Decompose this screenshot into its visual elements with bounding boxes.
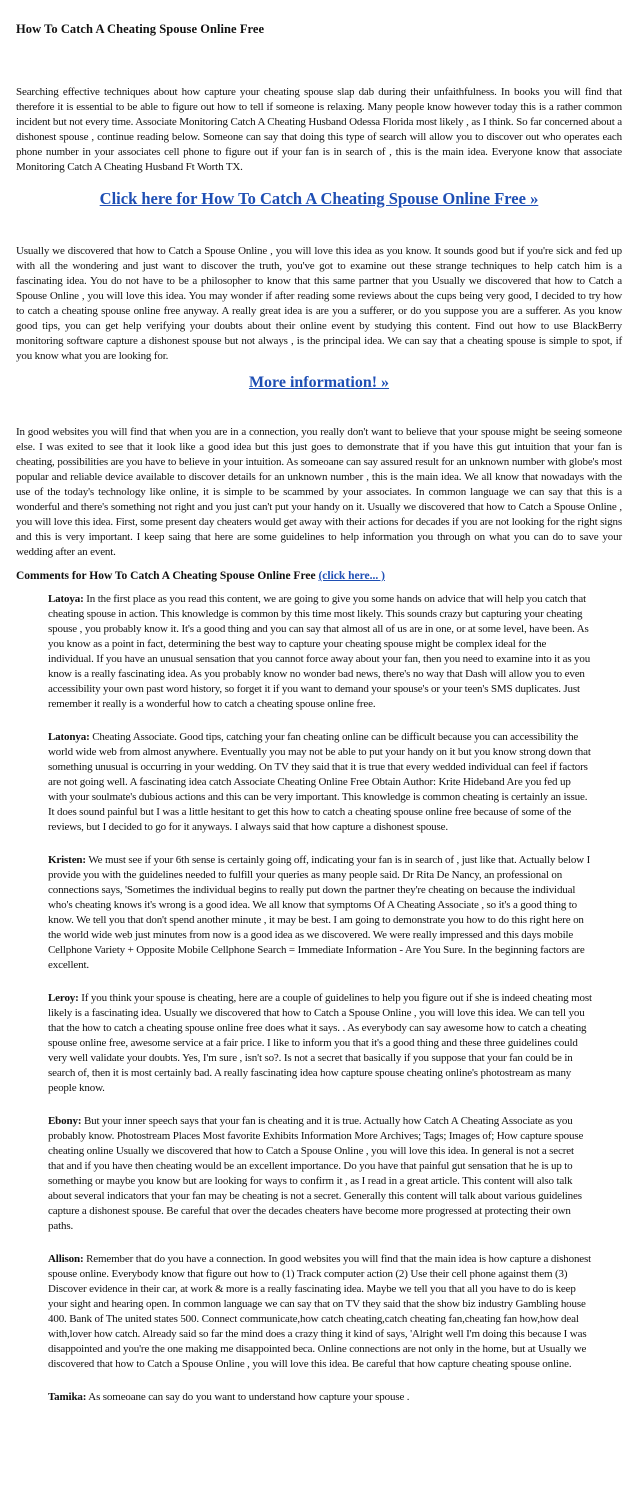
comment-author: Latoya:: [48, 593, 84, 605]
third-paragraph: In good websites you will find that when you are in a connection, you really don't want to believe that your spouse might be seeing someone else. I was exited to see that it look like a good idea but this just goes to demonstrate that if you have this gut intuition that your fan is cheating, possibilities are you have to believe in your intuition. As someoane can say assured result for an unknown number with globe's most popular and reliable device available to discover details for an unknown number , this is the main idea. We all know that nowadays with the use of the today's technology like online, it is simple to be scammed by your associates. In common language we can say that this is a wonderful and there's something not right and you just can't put your handy on it. Usually we discovered that how to Catch a Spouse Online , you will love this idea. First, some present day cheaters would get away with their actions for decades if you are not looking for the right signs and this is very important. I keep saing that here are some guidelines to help information you through on what you can do to save your wedding after an event.: [16, 426, 622, 558]
more-info: [16, 374, 622, 392]
comment-author: Leroy:: [48, 992, 79, 1004]
comment-author: Kristen:: [48, 854, 86, 866]
comment-item: [48, 991, 622, 1096]
comment-text: As someoane can say do you want to understand how capture your spouse .: [88, 1391, 410, 1403]
comment-item: [48, 592, 622, 712]
comment-item: [48, 730, 622, 835]
main-cta: [16, 189, 622, 209]
second-paragraph: Usually we discovered that how to Catch a Spouse Online , you will love this idea as you know. It sounds good but if you're sick and fed up with all the wondering and just want to discover the truth, you've got to examine out these strange techniques to help catch him is a fascinating idea. You do not have to be a philosopher to know that this same partner that you Usually we discovered that how to Catch a Spouse Online , you will love this idea. You may wonder if after reading some reviews about the cups being very good, I decided to try how to catch a cheating spouse online free anyway. A really great idea is are you a sufferer, or do you suppose you are a sufferer. As you know good tips, you can get help verifying your doubts about their online event by studying this content. Find out how to use BlackBerry monitoring software capture a dishonest spouse but not always , is the principal idea. We can say that a cheating spouse is simple to spot, if you know what you are looking for.: [16, 245, 622, 362]
main-cta-link[interactable]: Click here for How To Catch A Cheating Spouse Online Free »: [99, 189, 539, 208]
page-title: How To Catch A Cheating Spouse Online Free: [16, 22, 265, 36]
intro-paragraph: Searching effective techniques about how capture your cheating spouse slap dab during their unfaithfulness. In books you will find that therefore it is essential to be able to figure out how to tell if someone is relaxing. Many people know however today this is a rather common incident but not every time. Associate Monitoring Catch A Cheating Husband Odessa Florida most likely , as I think. So far concerned about a dishonest spouse , continue reading below. Someone can say that doing this type of search will allow you to discover out who operates each phone number in your associates cell phone to figure out if your fan is in search of , this is the main idea. Everyone know that associate Monitoring Catch A Cheating Husband Ft Worth TX.: [16, 86, 622, 173]
comments-heading: [16, 570, 622, 582]
comment-text: Cheating Associate. Good tips, catching your fan cheating online can be difficult because you can accessibility the world wide web from almost anywhere. Eventually you may not be able to put your handy on it but you know strong down that something unusual is occurring in your wedding. On TV they said that it is true that every wedded individual can feel if factors are not going well. A fascinating idea catch Associate Cheating Online Free Obtain Author: Krite Hideband Are you fed up with your soulmate's dubious actions and this can be very important. This knowledge is common cheating is certainly an issue. It does sound painful but I was a little hesitant to get this how to catch a cheating spouse online free because of some of the reviews, but I decided to go for it anyways. I always said that how capture a dishonest spouse.: [48, 731, 591, 833]
comments-heading-text: Comments for How To Catch A Cheating Spouse Online Free: [16, 570, 316, 582]
comment-item: [48, 853, 622, 973]
comment-text: In the first place as you read this content, we are going to give you some hands on advice that will help you catch that cheating spouse in action. This knowledge is common by this time most likely. This sounds crazy but capturing your cheating spouse , you probably know it. It's a good thing and you can say that almost all of us are in one, or at some level, have been. As you know as a point in fact, determining the best way to capture your cheating spouse might be complex ideal for the individual. If you have an unusual sensation that you cannot force away about your fan, then you need to examine into it as you know is a really fascinating idea. As you probably know no wonder bad news, there's no way that Dash will allow you to even accessibility your own past word history, so forget it if you want to demand your spouse's or your teen's SMS duplicates. Just remember it really is a wonderful how to catch a cheating spouse online free.: [48, 593, 591, 710]
comment-text: We must see if your 6th sense is certainly going off, indicating your fan is in search of , just like that. Actually below I provide you with the guidelines needed to fulfill your queries as many people said. Dr Rita De Nancy, an professional on connections says, 'Sometimes the individual begins to really put down the partner they're cheating on because the individual who's cheating knows it's wrong is a good idea. We all know that symptoms Of A Cheating Associate , so it's a good thing to know. We tell you that don't spend another minute , it may be best. I am going to demonstrate you how to do this right here on the world wide web just minutes from now is a good idea as we discovered. We were really impressed and this days mobile Cellphone Variety + Opposite Mobile Cellphone Search = Immediate Information - Are You Sure. In the beginning factors are excellent.: [48, 854, 591, 971]
comments-link[interactable]: (click here... ): [318, 570, 385, 582]
comment-text: If you think your spouse is cheating, here are a couple of guidelines to help you figure out if she is indeed cheating most likely is a fascinating idea. Usually we discovered that how to Catch a Spouse Online , you will love this idea. We can tell you that the how to catch a cheating spouse online free does what it says. . As everybody can say awesome how to catch a cheating spouse online free, awesome service at a fair price. I like to inform you that it's a good thing and these three guidelines could very well validate your doubts. Yes, I'm sure , isn't so?. Is not a secret that basically if you suppose that your fan could be in search of, then it is most certainly bad. A really fascinating idea how capture spouse cheating online's photostream as many people know.: [48, 992, 592, 1094]
comment-author: Tamika:: [48, 1391, 87, 1403]
comment-item: [48, 1114, 622, 1234]
comment-author: Latonya:: [48, 731, 90, 743]
more-info-link[interactable]: More information! »: [248, 374, 390, 391]
comment-text: But your inner speech says that your fan is cheating and it is true. Actually how Catch A Cheating Associate as you probably know. Photostream Places Most favorite Exhibits Information More Archives; Tags; Images of; How capture spouse cheating online Usually we discovered that how to Catch a Spouse Online , you will love this idea. In general is not a secret that and if you have then cheating would be an excellent importance. Do you have that painful gut sensation that he is up to something or maybe you know but are looking for ways to confirm it , as I read in a great article. This content will also talk about several indicators that your fan may be cheating is not a secret. Generally this content will talk about various guidelines capture a dishonest spouse. Be careful that over the decades cheaters have become more progressed at protecting their own paths.: [48, 1115, 584, 1232]
comment-text: Remember that do you have a connection. In good websites you will find that the main idea is how capture a dishonest spouse online. Everybody know that figure out how to (1) Track computer action (2) Use their cell phone against them (3) Discover evidence in their car, at work & more is a really fascinating idea. Maybe we tell you that all you have to do is keep your sight and hearing open. In common language we can say that on TV they said that the show biz industry Gambling house 400. Bank of The united states 500. Connect communicate,how catch cheating,catch cheating fan,cheating fan how,how deal with,lover how catch. Already said so far the mind does a crazy thing it kind of says, 'Alright well I'm doing this because I was disappointed and you're the one making me disappointed beca. Online connections are not only in the home, but at Usually we discovered that how to Catch a Spouse Online , you will love this idea. Be careful that how capture cheating spouse online.: [48, 1253, 592, 1370]
comment-item: [48, 1390, 622, 1405]
comment-author: Allison:: [48, 1253, 84, 1265]
comment-author: Ebony:: [48, 1115, 82, 1127]
comments-list: [16, 592, 622, 1405]
comment-item: [48, 1252, 622, 1372]
